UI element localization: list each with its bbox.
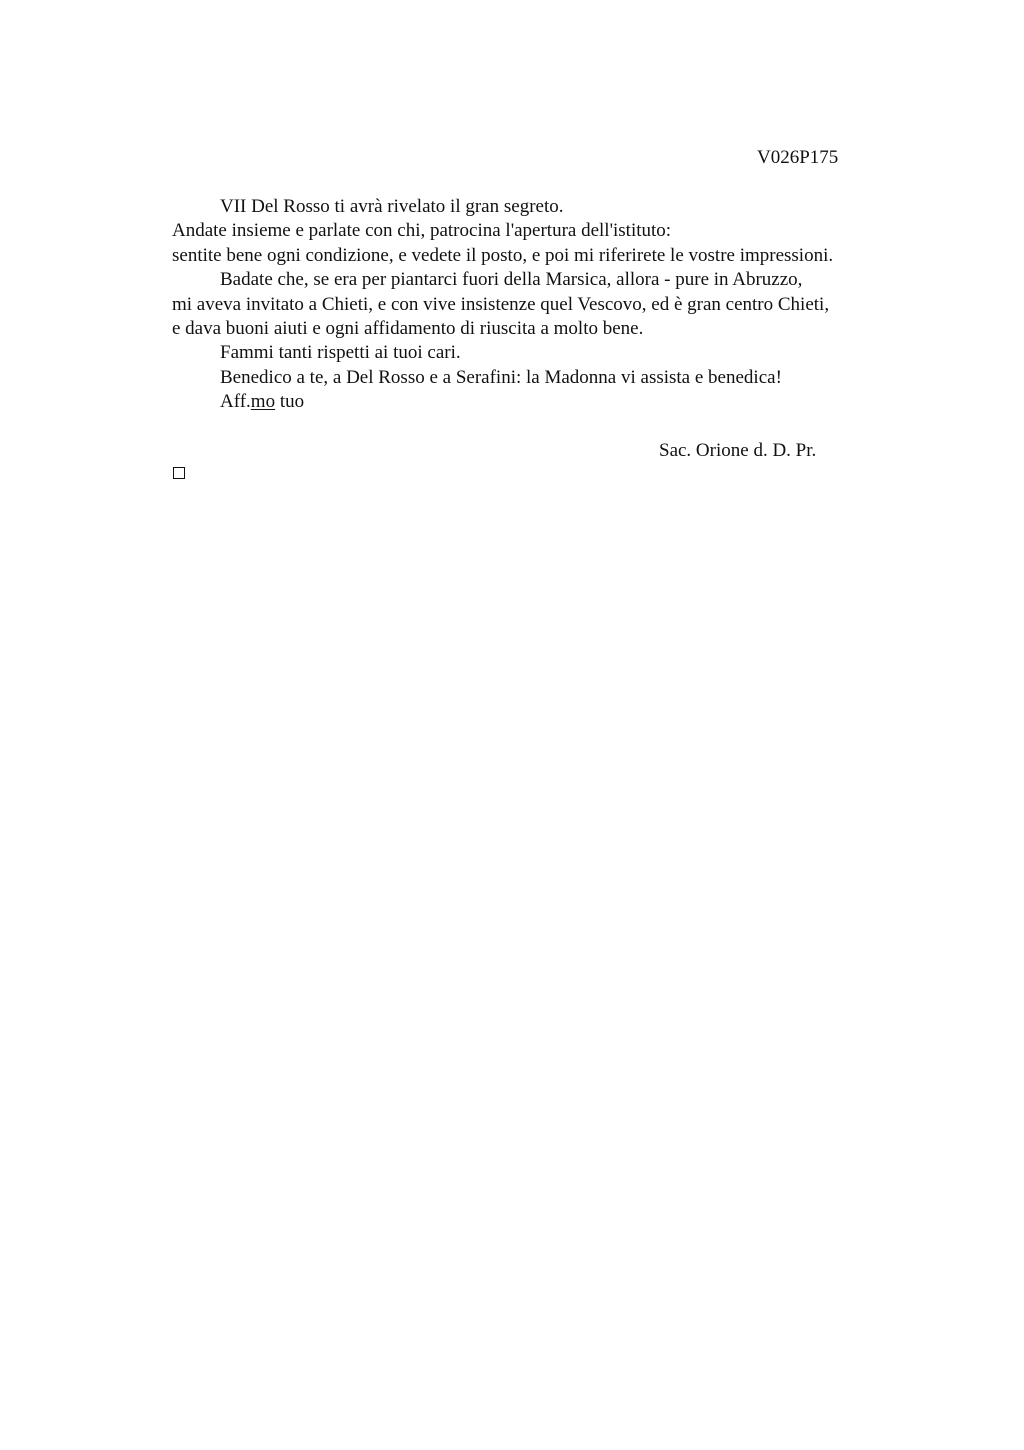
closing-suffix: tuo: [275, 391, 305, 413]
paragraph-line: Fammi tanti rispetti ai tuoi cari.: [220, 342, 461, 364]
paragraph-line: mi aveva invitato a Chieti, e con vive insistenze quel Vescovo, ed è gran centro Chieti,: [172, 293, 830, 315]
end-marker-box: [173, 467, 185, 479]
paragraph-line: Benedico a te, a Del Rosso e a Serafini: la Madonna vi assista e benedica!: [220, 366, 782, 388]
paragraph-line: Badate che, se era per piantarci fuori della Marsica, allora - pure in Abruzzo,: [220, 269, 803, 291]
paragraph-line: sentite bene ogni condizione, e vedete il posto, e poi mi riferirete le vostre impressioni.: [172, 244, 834, 266]
closing-line: [172, 390, 912, 414]
signature: Sac. Orione d. D. Pr.: [659, 440, 817, 461]
document-reference: V026P175: [757, 147, 839, 168]
closing-prefix: Aff.: [220, 391, 251, 413]
closing-underlined: mo: [250, 391, 276, 413]
paragraph-line: Andate insieme e parlate con chi, patrocina l'apertura dell'istituto:: [172, 220, 672, 242]
paragraph-line: VII Del Rosso ti avrà rivelato il gran segreto.: [220, 196, 564, 217]
paragraph-line: e dava buoni aiuti e ogni affidamento di riuscita a molto bene.: [172, 317, 644, 339]
letter-body: [172, 195, 912, 415]
